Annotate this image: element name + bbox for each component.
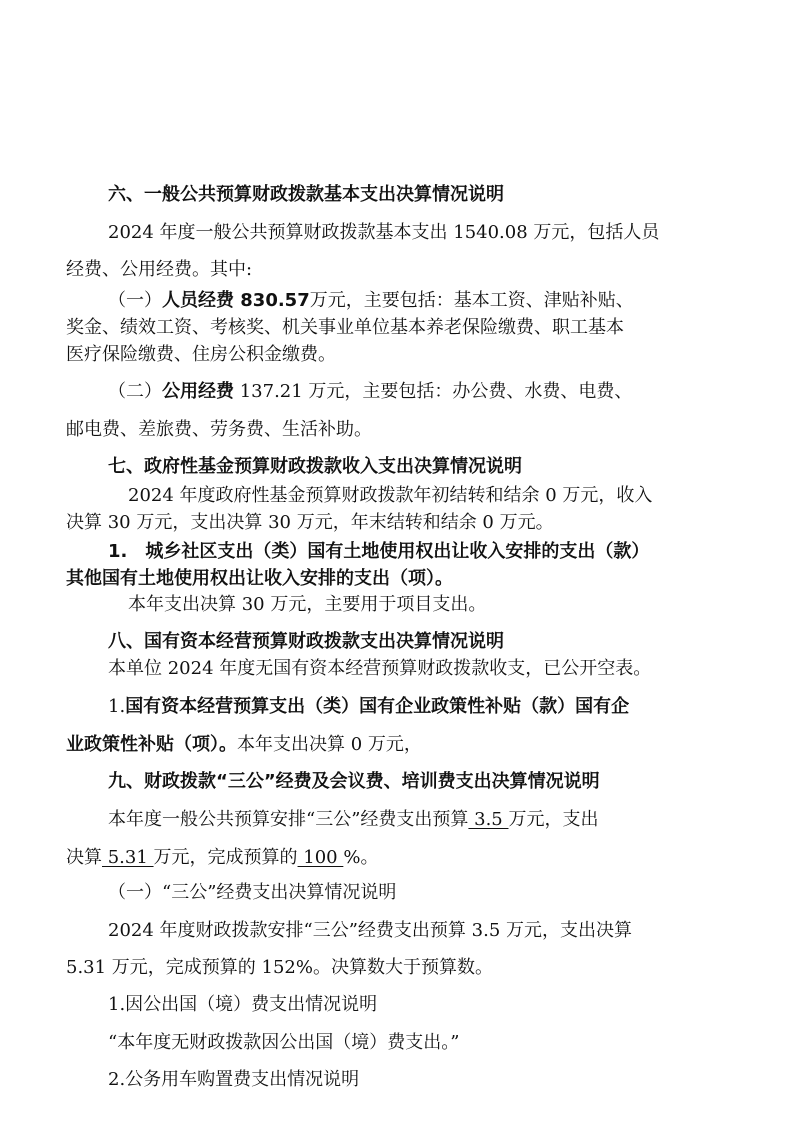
- s9-item-1-note: “本年度无财政拨款因公出国（境）费支出。”: [108, 1032, 460, 1053]
- s6-item-2-rest: 137.21 万元，主要包括：办公费、水费、电费、: [234, 381, 633, 402]
- section-7-heading: 七、政府性基金预算财政拨款收入支出决算情况说明: [108, 456, 522, 477]
- s8-item-bold-2: 业政策性补贴（项）。: [66, 734, 237, 755]
- s6-item-2-prefix: （二）: [108, 381, 162, 402]
- s9-p2-b: 万元，完成预算的: [153, 847, 298, 868]
- s7-item-line-1: 1. 城乡社区支出（类）国有土地使用权出让收入安排的支出（款）: [108, 541, 650, 562]
- s6-item-2-line-1: [108, 380, 632, 404]
- s6-item-1-line-3: 医疗保险缴费、住房公积金缴费。: [66, 344, 336, 365]
- s7-item-line-2: 其他国有土地使用权出让收入安排的支出（项）。: [66, 568, 453, 589]
- s8-item-prefix: 1.: [108, 696, 126, 717]
- s9-p2-c: %。: [343, 847, 379, 868]
- s6-item-2-bold: 公用经费: [162, 381, 234, 402]
- s9-para-3-line-2: 5.31 万元，完成预算的 152%。决算数大于预算数。: [66, 957, 493, 978]
- s8-para: 本单位 2024 年度无国有资本经营预算财政拨款收支，已公开空表。: [108, 658, 652, 679]
- s8-item-bold-1: 国有资本经营预算支出（类）国有企业政策性补贴（款）国有企: [125, 696, 630, 717]
- s9-p1-b: 万元，支出: [508, 809, 599, 830]
- s9-para-3-line-1: 2024 年度财政拨款安排“三公”经费支出预算 3.5 万元，支出决算: [108, 920, 633, 941]
- s6-para-line-1: 2024 年度一般公共预算财政拨款基本支出 1540.08 万元，包括人员: [108, 222, 660, 243]
- s6-item-2-line-2: 邮电费、差旅费、劳务费、生活补助。: [66, 419, 372, 440]
- s9-budget-value: 3.5: [468, 809, 509, 830]
- section-6-heading: 六、一般公共预算财政拨款基本支出决算情况说明: [108, 184, 504, 205]
- s6-item-1-line-2: 奖金、绩效工资、考核奖、机关事业单位基本养老保险缴费、职工基本: [66, 317, 624, 338]
- s6-para-line-2: 经费、公用经费。其中:: [66, 259, 253, 280]
- s9-subheading-1: （一）“三公”经费支出决算情况说明: [108, 882, 397, 903]
- s9-actual-value: 5.31: [102, 847, 154, 868]
- s9-percent-value: 100: [297, 847, 344, 868]
- s8-item-line-2: [66, 733, 422, 757]
- s9-para-line-2: [66, 846, 378, 870]
- s6-item-1-line-1: [108, 289, 634, 313]
- s7-para-line-1: 2024 年度政府性基金预算财政拨款年初结转和结余 0 万元，收入: [128, 485, 653, 506]
- s6-item-1-prefix: （一）: [108, 290, 162, 311]
- s8-item-line-1: [108, 695, 629, 719]
- s6-item-1-bold: 人员经费 830.57: [162, 290, 310, 311]
- s9-para-line-1: [108, 808, 598, 832]
- s9-p2-a: 决算: [66, 847, 102, 868]
- s6-item-1-rest: 万元，主要包括：基本工资、津贴补贴、: [309, 290, 634, 311]
- s9-p1-a: 本年度一般公共预算安排“三公”经费支出预算: [108, 809, 469, 830]
- s7-item-note: 本年支出决算 30 万元，主要用于项目支出。: [128, 594, 487, 615]
- s8-item-rest: 本年支出决算 0 万元，: [237, 734, 422, 755]
- section-8-heading: 八、国有资本经营预算财政拨款支出决算情况说明: [108, 631, 504, 652]
- s9-item-1: 1.因公出国（境）费支出情况说明: [108, 994, 378, 1015]
- section-9-heading: 九、财政拨款“三公”经费及会议费、培训费支出决算情况说明: [108, 771, 600, 792]
- s9-item-2: 2.公务用车购置费支出情况说明: [108, 1069, 360, 1090]
- s7-para-line-2: 决算 30 万元，支出决算 30 万元，年末结转和结余 0 万元。: [66, 512, 554, 533]
